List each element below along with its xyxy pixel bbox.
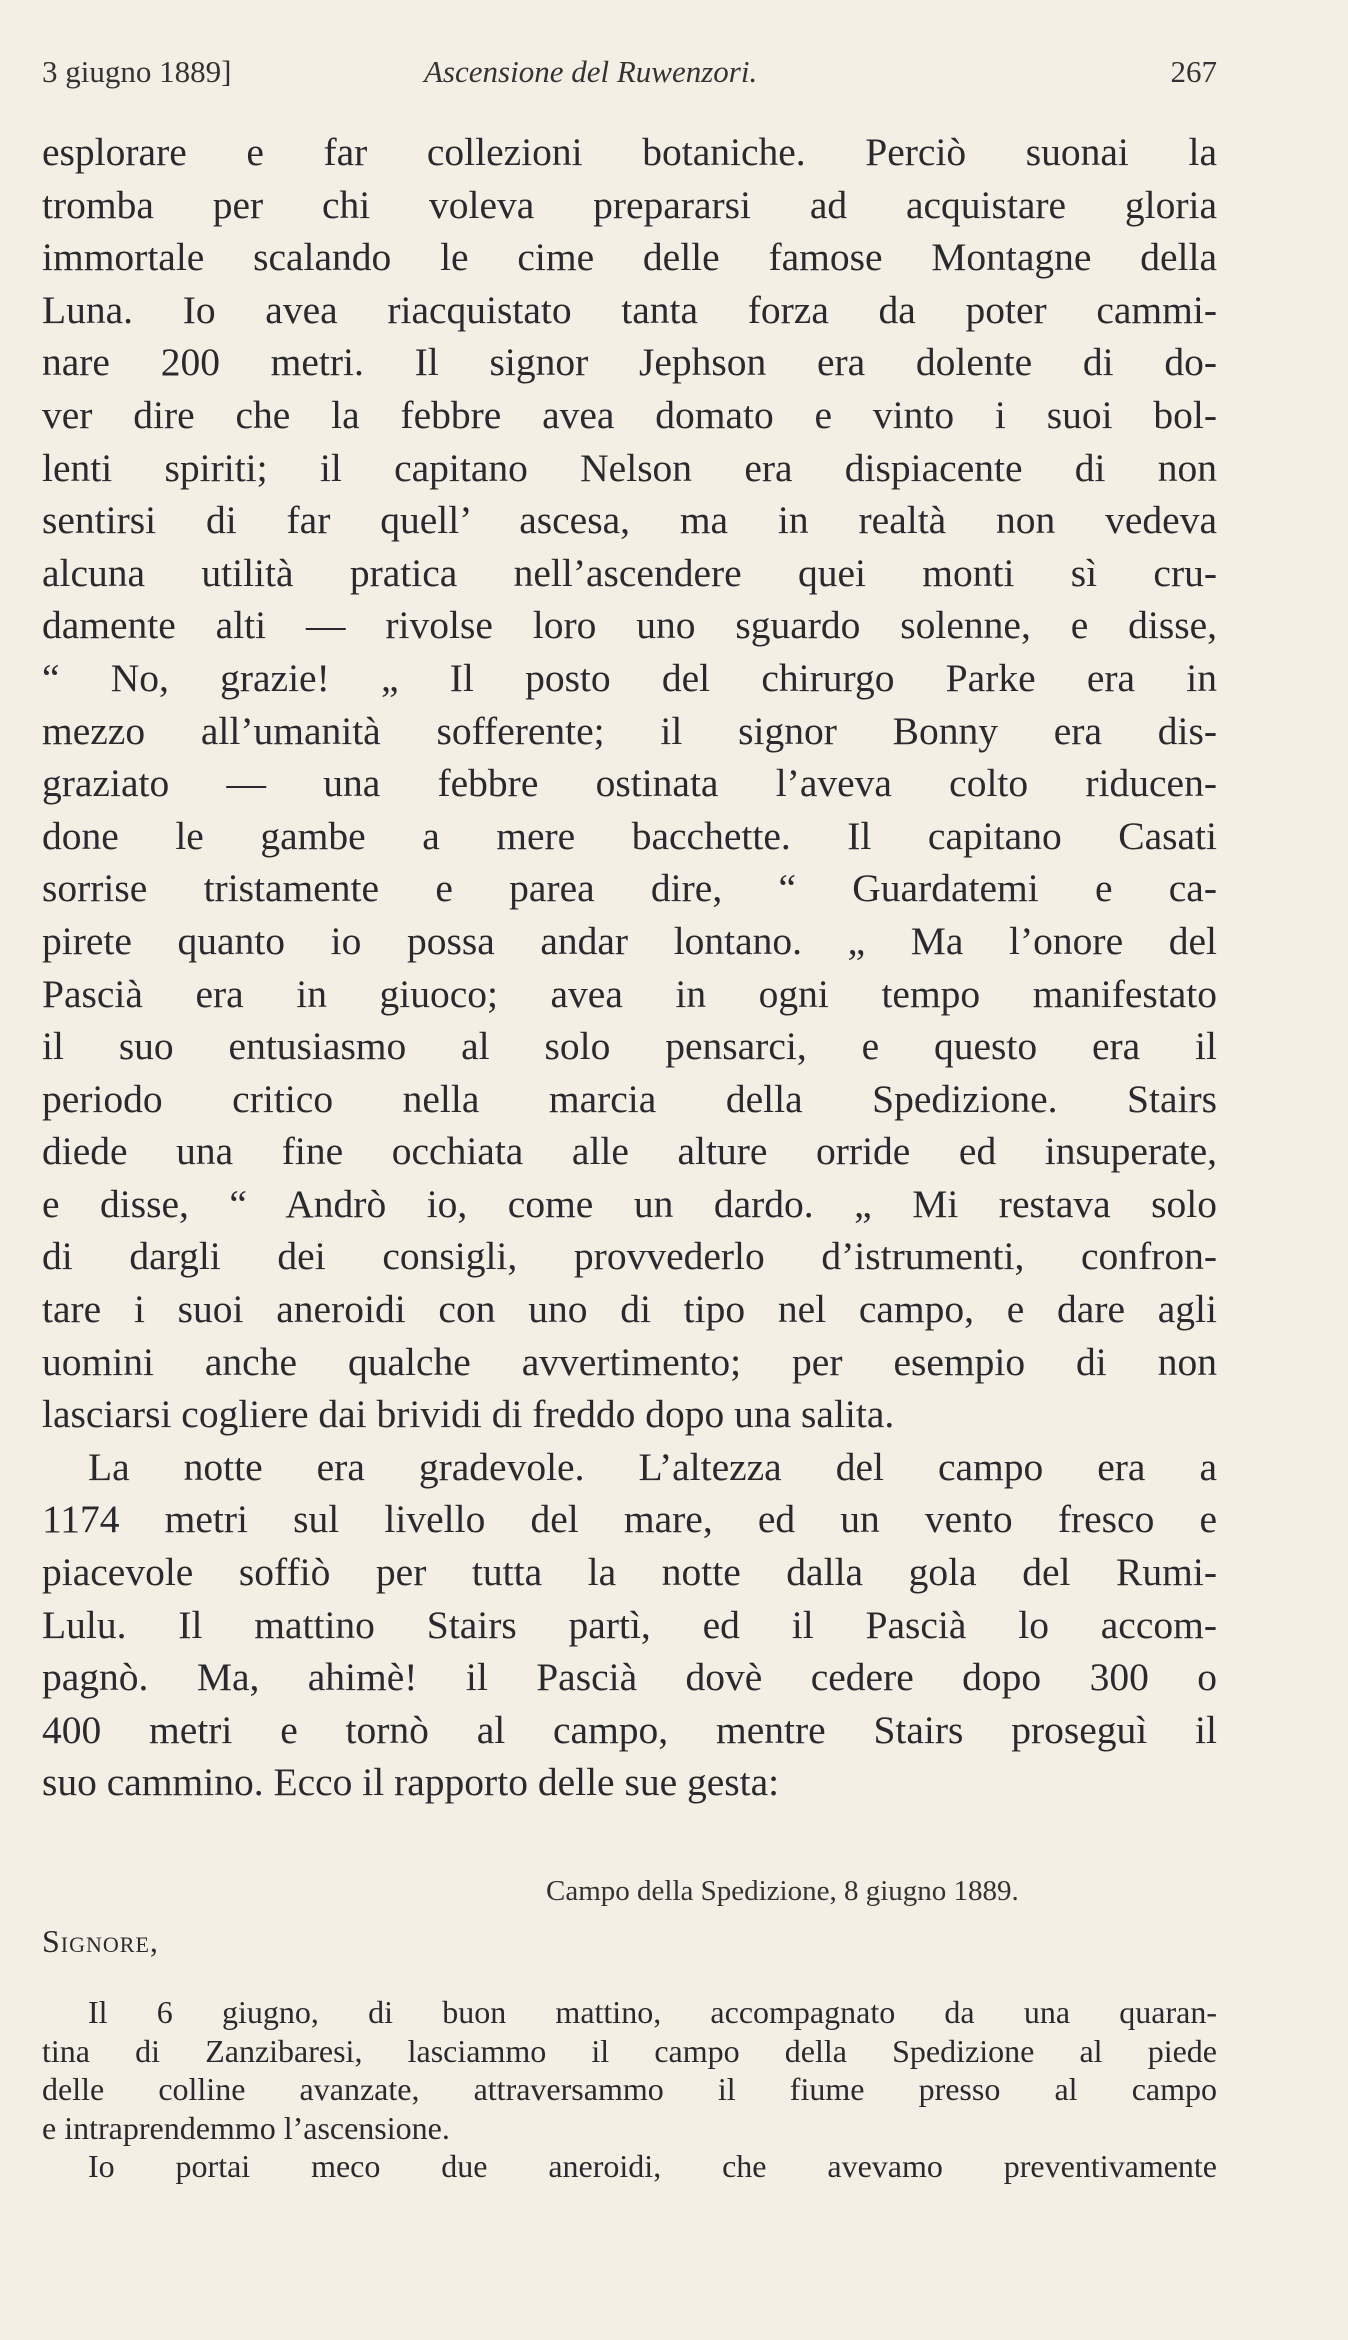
text-line: Il 6 giugno, di buon mattino, accompagnato da una quaran- [88, 1994, 1217, 2030]
header-date: 3 giugno 1889] [42, 54, 232, 89]
text-line: immortale scalando le cime delle famose Montagne della [42, 235, 1217, 280]
text-line: e disse, “ Andrò io, come un dardo. „ Mi restava solo [42, 1181, 1217, 1226]
text-line: diede una fine occhiata alle alture orride ed insuperate, [42, 1129, 1217, 1174]
letter-dateline: Campo della Spedizione, 8 giugno 1889. [546, 1875, 1019, 1907]
header-chapter-title: Ascensione del Ruwenzori. [424, 54, 758, 89]
text-line: esplorare e far collezioni botaniche. Perciò suonai la [42, 130, 1217, 174]
text-line: nare 200 metri. Il signor Jephson era dolente di do- [42, 340, 1217, 385]
running-head [42, 38, 1217, 98]
text-line: pirete quanto io possa andar lontano. „ Ma l’onore del [42, 918, 1217, 963]
text-line: ver dire che la febbre avea domato e vinto i suoi bol- [42, 392, 1217, 437]
text-line: done le gambe a mere bacchette. Il capitano Casati [42, 813, 1217, 858]
text-line: lenti spiriti; il capitano Nelson era dispiacente di non [42, 445, 1217, 490]
text-line: sorrise tristamente e parea dire, “ Guardatemi e ca- [42, 866, 1217, 911]
text-line: Luna. Io avea riacquistato tanta forza da poter cammi- [42, 287, 1217, 332]
text-line: 400 metri e tornò al campo, mentre Stairs proseguì il [42, 1707, 1217, 1752]
text-line: piacevole soffiò per tutta la notte dalla gola del Rumi- [42, 1550, 1217, 1595]
text-line: e intraprendemmo l’ascensione. [42, 2109, 450, 2146]
body-paragraph-1 [42, 126, 1217, 1441]
text-line: lasciarsi cogliere dai brividi di freddo dopo una salita. [42, 1392, 895, 1437]
letter-paragraph-1 [42, 1993, 1217, 2147]
text-line: Lulu. Il mattino Stairs partì, ed il Pascià lo accom- [42, 1602, 1217, 1647]
text-line: periodo critico nella marcia della Spedizione. Stairs [42, 1076, 1217, 1121]
letter-salutation: Signore, [42, 1923, 159, 1959]
text-line: “ No, grazie! „ Il posto del chirurgo Parke era in [42, 655, 1217, 700]
text-line: tromba per chi voleva prepararsi ad acquistare gloria [42, 182, 1217, 227]
book-page [42, 38, 1217, 2186]
text-line: damente alti — rivolse loro uno sguardo solenne, e disse, [42, 603, 1217, 648]
text-line: uomini anche qualche avvertimento; per esempio di non [42, 1339, 1217, 1384]
letter [42, 1871, 1217, 2186]
body-paragraph-2 [42, 1441, 1217, 1809]
text-line: 1174 metri sul livello del mare, ed un vento fresco e [42, 1497, 1217, 1542]
text-line: suo cammino. Ecco il rapporto delle sue gesta: [42, 1760, 780, 1805]
text-line: graziato — una febbre ostinata l’aveva colto riducen- [42, 761, 1217, 806]
text-line: mezzo all’umanità sofferente; il signor Bonny era dis- [42, 708, 1217, 753]
page-number: 267 [1170, 54, 1217, 89]
text-line: Io portai meco due aneroidi, che avevamo preventivamente [88, 2148, 1217, 2184]
letter-paragraph-2 [42, 2147, 1217, 2186]
text-line: La notte era gradevole. L’altezza del campo era a [88, 1444, 1217, 1489]
text-line: tina di Zanzibaresi, lasciammo il campo della Spedizione al piede [42, 2032, 1217, 2069]
text-line: sentirsi di far quell’ ascesa, ma in realtà non vedeva [42, 498, 1217, 543]
text-line: delle colline avanzate, attraversammo il fiume presso al campo [42, 2071, 1217, 2107]
text-line: alcuna utilità pratica nell’ascendere quei monti sì cru- [42, 550, 1217, 595]
text-line: pagnò. Ma, ahimè! il Pascià dovè cedere dopo 300 o [42, 1655, 1217, 1700]
text-line: tare i suoi aneroidi con uno di tipo nel campo, e dare agli [42, 1287, 1217, 1332]
text-line: di dargli dei consigli, provvederlo d’istrumenti, confron- [42, 1234, 1217, 1279]
text-line: Pascià era in giuoco; avea in ogni tempo manifestato [42, 971, 1217, 1016]
text-line: il suo entusiasmo al solo pensarci, e questo era il [42, 1024, 1217, 1069]
